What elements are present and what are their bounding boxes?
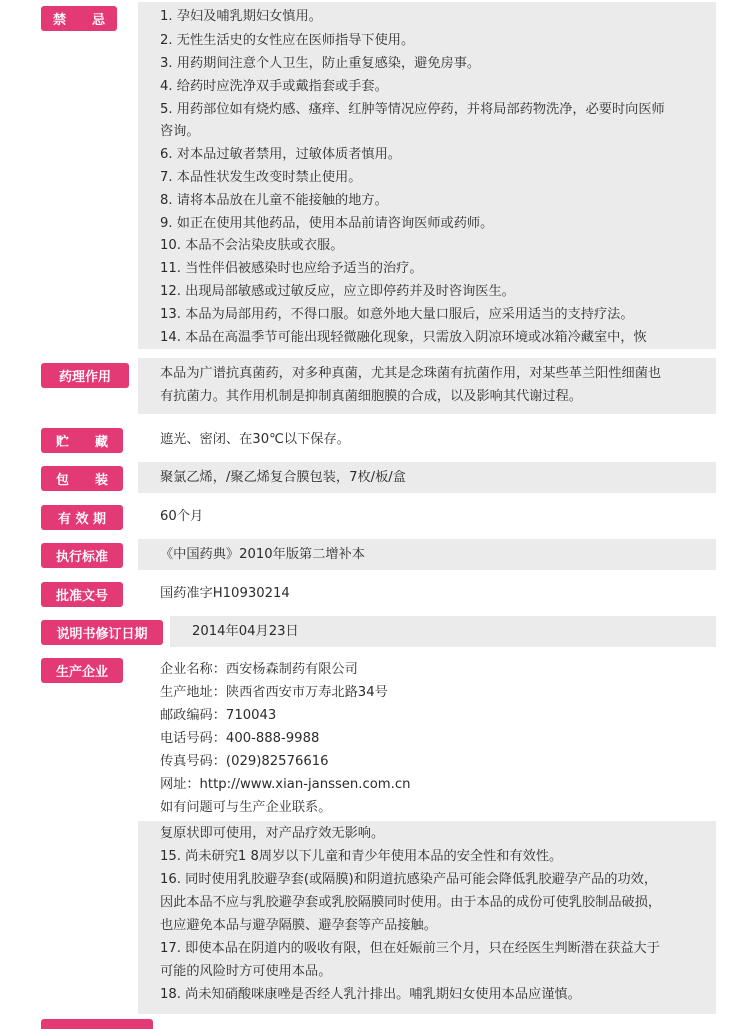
continuation-box [138,821,716,1014]
pharmacology-line: 有抗菌力。其作用机制是抑制真菌细胞膜的合成，以及影响其代谢过程。 [160,389,582,404]
section-tag-contraindications: 禁 忌 [41,6,117,31]
pharmacology-line: 本品为广谱抗真菌药，对多种真菌，尤其是念珠菌有抗菌作用，对某些革兰阳性细菌也 [160,366,662,381]
contraindication-line: 2. 无性生活史的女性应在医师指导下使用。 [160,33,415,48]
revision-text: 2014年04月23日 [192,624,299,639]
approval-text: 国药准字H10930214 [160,586,290,601]
manufacturer-line: 传真号码：(029)82576616 [160,754,329,769]
continuation-line: 可能的风险时方可使用本品。 [160,964,332,979]
storage-text: 遮光、密闭、在30℃以下保存。 [160,432,350,447]
contraindication-line: 10. 本品不会沾染皮肤或衣服。 [160,238,344,253]
standard-text: 《中国药典》2010年版第二增补本 [160,547,365,562]
section-tag-revision-date: 说明书修订日期 [41,620,163,645]
manufacturer-line: 企业名称：西安杨森制药有限公司 [160,662,358,677]
contraindication-line: 咨询。 [160,124,200,139]
continuation-line: 15. 尚未研究1 8周岁以下儿童和青少年使用本品的安全性和有效性。 [160,849,563,864]
manufacturer-line: 如有问题可与生产企业联系。 [160,800,332,815]
section-tag-approval: 批准文号 [41,582,123,607]
continuation-line: 17. 即使本品在阴道内的吸收有限，但在妊娠前三个月，只在经医生判断潜在获益大于 [160,941,660,956]
continuation-line: 也应避免本品与避孕隔膜、避孕套等产品接触。 [160,918,437,933]
section-tag-storage: 贮 藏 [41,428,123,453]
contraindication-line: 4. 给药时应洗净双手或戴指套或手套。 [160,79,388,94]
section-tag-validity: 有 效 期 [41,505,123,530]
contraindication-line: 7. 本品性状发生改变时禁止使用。 [160,170,362,185]
contraindications-box [138,2,716,349]
contraindication-line: 3. 用药期间注意个人卫生，防止重复感染，避免房事。 [160,56,481,71]
contraindication-line: 9. 如正在使用其他药品，使用本品前请咨询医师或药师。 [160,216,494,231]
contraindication-line: 13. 本品为局部用药，不得口服。如意外地大量口服后，应采用适当的支持疗法。 [160,307,634,322]
continuation-line: 复原状即可使用，对产品疗效无影响。 [160,826,385,841]
manufacturer-line: 生产地址：陕西省西安市万寿北路34号 [160,685,388,700]
section-tag-manufacturer: 生产企业 [41,658,123,683]
contraindication-line: 12. 出现局部敏感或过敏反应，应立即停药并及时咨询医生。 [160,284,515,299]
contraindication-line: 11. 当性伴侣被感染时也应给予适当的治疗。 [160,261,423,276]
package-text: 聚氯乙烯，/聚乙烯复合膜包装，7枚/板/盒 [160,470,406,485]
contraindication-line: 1. 孕妇及哺乳期妇女慎用。 [160,9,322,24]
section-tag-pharmacology: 药理作用 [41,363,129,388]
manufacturer-website: 网址：http://www.xian-janssen.com.cn [160,777,411,792]
section-tag-package: 包 装 [41,466,123,491]
standard-box [138,539,716,570]
validity-text: 60个月 [160,509,204,524]
pharmacology-box [138,358,716,414]
section-tag-standard: 执行标准 [41,543,123,568]
continuation-line: 16. 同时使用乳胶避孕套(或隔膜)和阴道抗感染产品可能会降低乳胶避孕产品的功效， [160,872,658,887]
manufacturer-line: 电话号码：400-888-9988 [160,731,320,746]
continuation-line: 因此本品不应与乳胶避孕套或乳胶隔膜同时使用。由于本品的成份可使乳胶制品破损， [160,895,662,910]
manufacturer-line: 邮政编码：710043 [160,708,277,723]
contraindication-line: 8. 请将本品放在儿童不能接触的地方。 [160,193,388,208]
package-box [138,462,716,493]
next-section-tag-partial [41,1019,153,1029]
continuation-line: 18. 尚未知硝酸咪康唑是否经人乳汁排出。哺乳期妇女使用本品应谨慎。 [160,987,581,1002]
contraindication-line: 14. 本品在高温季节可能出现轻微融化现象，只需放入阴凉环境或冰箱冷藏室中，恢 [160,330,647,345]
contraindication-line: 5. 用药部位如有烧灼感、瘙痒、红肿等情况应停药，并将局部药物洗净，必要时向医师 [160,102,665,117]
contraindication-line: 6. 对本品过敏者禁用，过敏体质者慎用。 [160,147,401,162]
revision-box [170,616,716,647]
